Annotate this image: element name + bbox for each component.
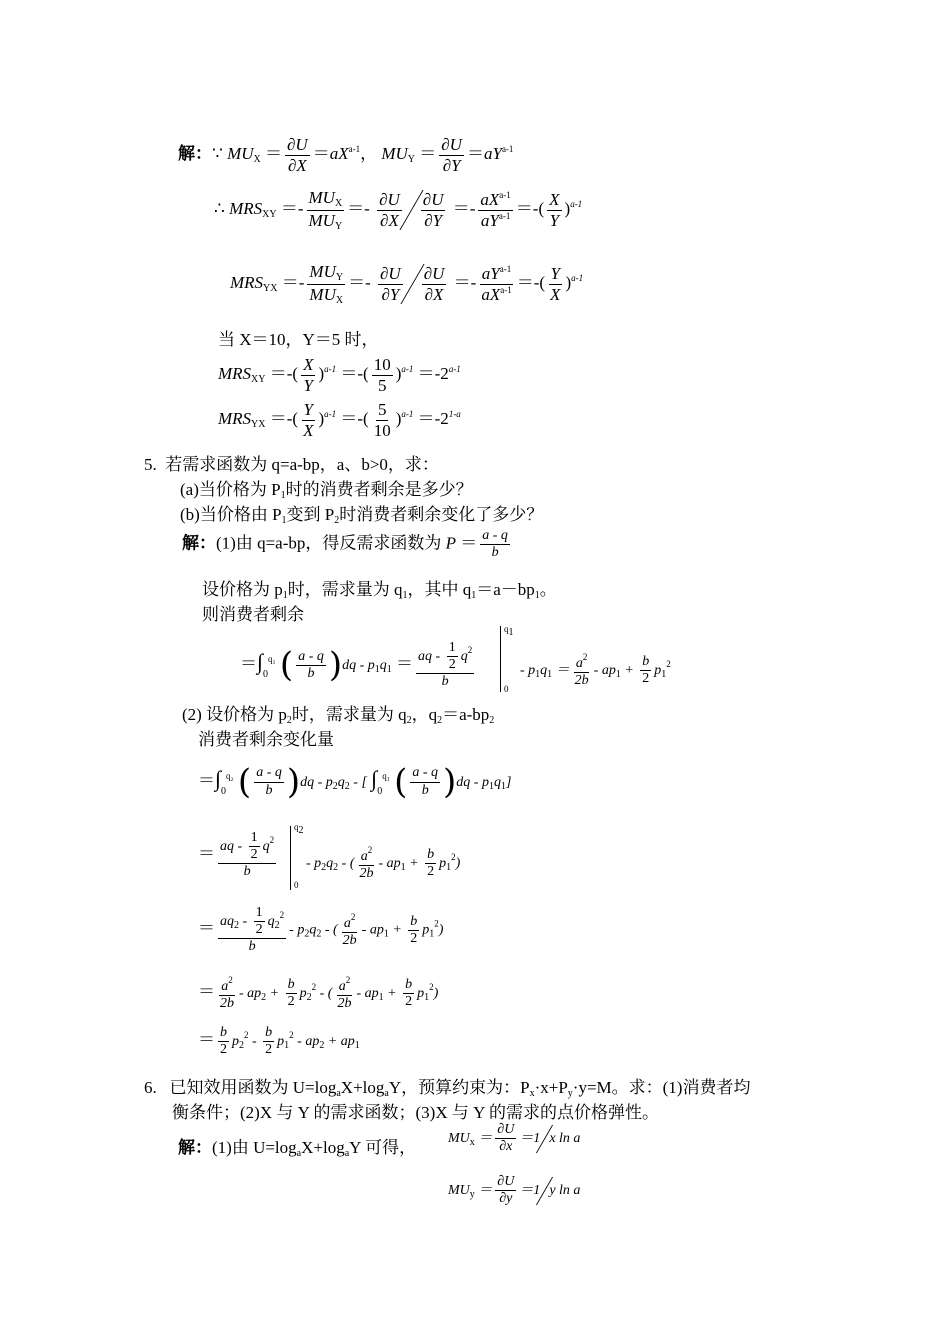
problem-text-c: Y，预算约束为：P [388, 1078, 530, 1097]
change-step-2: ＝ $aq_2$ - $\frac{1}{2}$ $q_2^2$ b - $p_2q_2$ - ( $\frac{a^2}{2b}$ - $ap_1$ + $\frac{b}{2}$ $p_1^2$) [198, 905, 444, 955]
solution-text-c: Y 可得， [349, 1138, 417, 1157]
equals-sign: ＝ [198, 981, 215, 1001]
mu-x-formula: $MU_x$ ＝ $\frac{\partial U}{\partial x}$ ＝1 x ln a [448, 1122, 581, 1155]
part-b-text: (b)当价格由 P [180, 505, 282, 524]
solution-2-d: ＝a-bp [442, 705, 490, 724]
part-b-tail: 时消费者剩余变化了多少？ [339, 505, 544, 524]
problem-5-part-b: (b)当价格由 $P_1$变到 $P_2$时消费者剩余变化了多少？ [180, 505, 544, 526]
surplus-result: - $p_1q_1$ ＝ $\frac{a^2}{2b}$ - $ap_1$ + $\frac{b}{2}$ $p_1^2$ [520, 652, 671, 689]
bound-upper-2: $q_2$ [294, 822, 304, 836]
equals-sign: ＝ [198, 844, 215, 864]
evaluation-bar-2 [290, 826, 291, 890]
solution-2-text: (2) 设价格为 p [182, 705, 287, 724]
mrs-xy-line: ∴ $MRS_{XY}$ ＝- $MU_X$ $MU_Y$ ＝- $\frac{\partial U}{\partial X}$ $\frac{\partial U}{\partial Y}$ ＝- $aX^{a-1}$ $aY^{a-1}$ ＝-( $\frac{X}{Y}$ )$^{a-1}$ [214, 188, 583, 232]
solution-line-mu: 解：∵ $MU_X$ ＝ $\frac{\partial U}{\partial X}$ $=aX^{a-1}$， $MU_Y$ ＝ $\frac{\partial U}{\partial Y}$ $=aY^{a-1}$ [178, 135, 514, 175]
problem-text-e: ·y=M。求：(1)消费者均 [572, 1078, 751, 1097]
problem-5-stem [144, 450, 439, 475]
solution-text-b: X+log [301, 1138, 345, 1157]
line-text-e: 。 [539, 580, 557, 599]
mu-y-formula: $MU_y$ ＝ $\frac{\partial U}{\partial y}$ ＝1 y ln a [448, 1174, 581, 1207]
change-step-4: ＝ $\frac{b}{2}$ $p_2^2$ - $\frac{b}{2}$ $p_1^2 - ap_2 + ap_1$ [198, 1025, 360, 1058]
line-text-d: ＝a－bp [476, 580, 535, 599]
surplus-integral: $=\int_0^{q_1}$ ( $\frac{a - q}{b}$ )$dq - p_1q_1$ ＝ aq - $\frac{1}{2}$ $q^2$ b [240, 640, 473, 690]
problem-text-d: ·x+P [534, 1078, 568, 1097]
solution-label: 解： [178, 1138, 212, 1157]
equals-sign: ＝ [240, 654, 257, 674]
therefore-symbol: ∴ [214, 198, 225, 218]
problem-5-line-surplus: 则消费者剩余 [202, 605, 304, 624]
solution-text: (1)由 q=a-bp，得反需求函数为 [216, 533, 442, 553]
bound-lower: 0 [504, 684, 509, 694]
solution-2-b: 时，需求量为 q [291, 705, 407, 724]
change-step-1-tail: - $p_2q_2$ - ( $\frac{a^2}{2b}$ - $ap_1$ + $\frac{b}{2}$ $p_1^2$) [306, 845, 461, 882]
problem-6-stem-2: 衡条件；(2)X 与 Y 的需求函数；(3)X 与 Y 的需求的点价格弹性。 [172, 1103, 659, 1122]
equals-sign: ＝ [198, 1030, 215, 1049]
problem-text-b: X+log [340, 1078, 385, 1097]
mrs-xy-value: $MRS_{XY}$ ＝-( $\frac{X}{Y}$ )$^{a-1}$ ＝-( $\frac{10}{5}$ )$^{a-1} =-2^{a-1}$ [218, 355, 461, 395]
problem-5-line-price: 设价格为 $p_1$时，需求量为 $q_1$，其中 $q_1=a-bp_1$。 [202, 580, 557, 601]
solution-text: (1)由 U=log [212, 1138, 297, 1157]
solution-label: 解： [182, 533, 216, 553]
line-text: 设价格为 p [202, 580, 283, 599]
solution-label: 解： [178, 143, 212, 163]
mrs-yx-line: $MRS_{YX}$ ＝- $MU_Y$ $MU_X$ ＝- $\frac{\partial U}{\partial Y}$ $\frac{\partial U}{\partial X}$ ＝- $aY^{a-1}$ $aX^{a-1}$ ＝-( $\frac{Y}{X}$ )$^{a-1}$ [230, 262, 584, 306]
problem-number: 5. [144, 455, 157, 474]
problem-6-stem: 6. 已知效用函数为 $U=\log_aX+\log_aY$，预算约束为：$P_x\cdot x+P_y\cdot y=M$。求：(1)消费者均 [144, 1078, 751, 1099]
part-a-tail: 时的消费者剩余是多少？ [285, 480, 473, 499]
bound-lower-2: 0 [294, 880, 299, 890]
problem-5-solution-2: (2) 设价格为 $p_2$时，需求量为 $q_2$，$q_2=a-bp_2$ [182, 705, 495, 726]
change-step-3: ＝ $\frac{a^2}{2b}$ - $ap_2$ + $\frac{b}{2}$ $p_2^2$ - ( $\frac{a^2}{2b}$ - $ap_1$ + $\frac{b}{2}$ $p_1^2$) [198, 975, 439, 1012]
equals-sign: ＝ [198, 770, 215, 790]
line-text-b: 时，需求量为 q [287, 580, 403, 599]
part-a-text: (a)当价格为 P [180, 480, 281, 499]
problem-5-solution-1: 解：(1)由 q=a-bp，得反需求函数为 P ＝ $\frac{a - q}{b}$ [182, 528, 508, 561]
problem-text: 若需求函数为 q=a-bp，a、b>0，求： [165, 455, 439, 474]
evaluation-bar [500, 626, 501, 692]
change-integral: $=\int_0^{q_2}$ ( $\frac{a - q}{b}$ )$dq - p_2q_2$ - [ $\int_0^{q_1}$ ( $\frac{a - q}{b}$ )$dq - p_1q_1$] [198, 762, 512, 802]
equals-sign: ＝ [198, 918, 215, 938]
bound-upper: $q_1$ [504, 624, 514, 638]
condition-line: 当 X＝10，Y＝5 时， [218, 330, 379, 349]
because-symbol: ∵ [212, 143, 223, 163]
surplus-change-label: 消费者剩余变化量 [198, 730, 334, 749]
change-step-1: ＝ aq - $\frac{1}{2}$ $q^2$ b [198, 830, 275, 880]
problem-6-solution: 解：(1)由 $U=\log_aX+\log_aY$ 可得， [178, 1138, 417, 1159]
problem-number: 6. [144, 1078, 157, 1097]
problem-text: 已知效用函数为 U=log [169, 1078, 337, 1097]
line-text-c: ，其中 q [407, 580, 472, 599]
solution-2-c: ，q [411, 705, 438, 724]
problem-5-part-a: (a)当价格为 $P_1$时的消费者剩余是多少？ [180, 480, 473, 501]
part-b-mid: 变到 P [286, 505, 335, 524]
mrs-yx-value: $MRS_{YX}$ ＝-( $\frac{Y}{X}$ )$^{a-1}$ ＝-( $\frac{5}{10}$ )$^{a-1} =-2^{1-a}$ [218, 400, 461, 440]
